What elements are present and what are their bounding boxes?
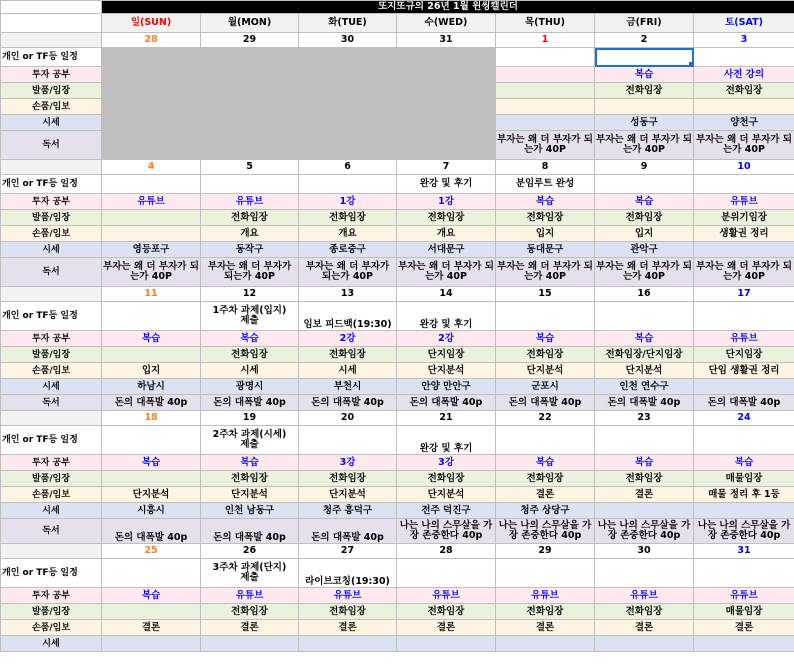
- cell-visit[interactable]: 전화임장: [496, 210, 595, 226]
- date-cell[interactable]: 8: [496, 160, 595, 175]
- cell-visit[interactable]: 전화임장: [201, 604, 299, 620]
- cell-price[interactable]: 인천 연수구: [595, 379, 694, 395]
- cell-price[interactable]: [201, 636, 299, 652]
- cell-study[interactable]: 유튜브: [397, 588, 496, 604]
- date-cell[interactable]: 17: [694, 287, 794, 302]
- cell-read[interactable]: 나는 나의 스무살을 가장 존중한다 40p: [496, 519, 595, 544]
- cell-loss[interactable]: 단지분석: [496, 363, 595, 379]
- cell-plan[interactable]: [496, 559, 595, 588]
- cell-read[interactable]: 부자는 왜 더 부자가 되는가 40P: [694, 131, 794, 160]
- cell-price[interactable]: 성동구: [595, 115, 694, 131]
- cell-plan[interactable]: [397, 559, 496, 588]
- cell-plan[interactable]: [595, 48, 694, 67]
- cell-read[interactable]: 돈의 대폭발 40p: [694, 395, 794, 411]
- cell-study[interactable]: 유튜브: [299, 588, 397, 604]
- cell-visit[interactable]: 분위기임장: [694, 210, 794, 226]
- date-cell[interactable]: 4: [102, 160, 201, 175]
- date-cell[interactable]: 11: [102, 287, 201, 302]
- cell-read[interactable]: 부자는 왜 더 부자가 되는가 40P: [694, 258, 794, 287]
- cell-loss[interactable]: 시세: [299, 363, 397, 379]
- cell-visit[interactable]: 매물임장: [694, 604, 794, 620]
- date-cell[interactable]: 20: [299, 411, 397, 426]
- cell-plan[interactable]: [694, 302, 794, 331]
- day-header[interactable]: 수(WED): [397, 14, 496, 33]
- cell-study[interactable]: 복습: [496, 455, 595, 471]
- cell-read[interactable]: 돈의 대폭발 40p: [595, 395, 694, 411]
- cell-study[interactable]: 유튜브: [694, 331, 794, 347]
- cell-plan[interactable]: [496, 302, 595, 331]
- cell-plan[interactable]: [595, 559, 694, 588]
- cell-plan[interactable]: [595, 302, 694, 331]
- day-header[interactable]: 일(SUN): [102, 14, 201, 33]
- cell-loss[interactable]: 단지분석: [397, 363, 496, 379]
- row-label-price[interactable]: 시세: [1, 503, 102, 519]
- cell-plan[interactable]: 완강 및 후기: [397, 426, 496, 455]
- cell-price[interactable]: 시흥시: [102, 503, 201, 519]
- cell-loss[interactable]: 입지: [102, 363, 201, 379]
- date-cell[interactable]: 24: [694, 411, 794, 426]
- cell-study[interactable]: 복습: [496, 194, 595, 210]
- cell-study[interactable]: 복습: [496, 331, 595, 347]
- cell-visit[interactable]: 전화임장: [496, 471, 595, 487]
- cell-read[interactable]: 돈의 대폭발 40p: [201, 395, 299, 411]
- cell-read[interactable]: 부자는 왜 더 부자가 되는가 40P: [102, 258, 201, 287]
- cell-visit[interactable]: [102, 210, 201, 226]
- cell-study[interactable]: 1강: [397, 194, 496, 210]
- cell-plan[interactable]: [299, 426, 397, 455]
- cell-price[interactable]: [102, 636, 201, 652]
- date-cell[interactable]: 15: [496, 287, 595, 302]
- cell-loss[interactable]: 단지분석: [201, 487, 299, 503]
- row-label-price[interactable]: 시세: [1, 636, 102, 652]
- row-label-study[interactable]: 투자 공부: [1, 331, 102, 347]
- cell-price[interactable]: [694, 242, 794, 258]
- cell-study[interactable]: 유튜브: [201, 194, 299, 210]
- cell-loss[interactable]: 단지분석: [595, 363, 694, 379]
- cell-study[interactable]: 복습: [595, 67, 694, 83]
- cell-visit[interactable]: [102, 347, 201, 363]
- cell-read[interactable]: 돈의 대폭발 40p: [201, 519, 299, 544]
- cell-plan[interactable]: [496, 48, 595, 67]
- date-cell[interactable]: 10: [694, 160, 794, 175]
- day-header[interactable]: 목(THU): [496, 14, 595, 33]
- row-label-study[interactable]: 투자 공부: [1, 455, 102, 471]
- cell-loss[interactable]: [102, 99, 201, 115]
- fill-handle[interactable]: [689, 62, 694, 67]
- row-label-visit[interactable]: 발품/임장: [1, 210, 102, 226]
- cell-plan[interactable]: [397, 48, 496, 67]
- cell-loss[interactable]: [694, 99, 794, 115]
- cell-plan[interactable]: [694, 48, 794, 67]
- date-cell[interactable]: 29: [201, 33, 299, 48]
- cell-price[interactable]: 부천시: [299, 379, 397, 395]
- date-row-label[interactable]: [1, 287, 102, 302]
- cell-visit[interactable]: 전화임장: [595, 604, 694, 620]
- cell-price[interactable]: [694, 379, 794, 395]
- date-cell[interactable]: 16: [595, 287, 694, 302]
- cell-visit[interactable]: 단지임장: [397, 347, 496, 363]
- cell-study[interactable]: 3강: [299, 455, 397, 471]
- date-cell[interactable]: 6: [299, 160, 397, 175]
- row-label-plan[interactable]: 개인 or TF등 일정: [1, 426, 102, 455]
- date-cell[interactable]: 5: [201, 160, 299, 175]
- date-cell[interactable]: 30: [299, 33, 397, 48]
- cell-visit[interactable]: [102, 471, 201, 487]
- cell-loss[interactable]: [102, 226, 201, 242]
- date-row-label[interactable]: [1, 33, 102, 48]
- row-label-loss[interactable]: 손품/임보: [1, 99, 102, 115]
- cell-read[interactable]: 돈의 대폭발 40p: [496, 395, 595, 411]
- cell-price[interactable]: 동대문구: [496, 242, 595, 258]
- cell-plan[interactable]: [102, 175, 201, 194]
- cell-loss[interactable]: 결론: [102, 620, 201, 636]
- cell-visit[interactable]: [397, 83, 496, 99]
- cell-visit[interactable]: 매물임장: [694, 471, 794, 487]
- cell-plan[interactable]: 분임루트 완성: [496, 175, 595, 194]
- cell-study[interactable]: 복습: [102, 331, 201, 347]
- cell-study[interactable]: 1강: [299, 194, 397, 210]
- cell-price[interactable]: [694, 636, 794, 652]
- cell-visit[interactable]: 전화임장: [397, 210, 496, 226]
- date-row-label[interactable]: [1, 411, 102, 426]
- date-cell[interactable]: 26: [201, 544, 299, 559]
- cell-price[interactable]: 안양 만안구: [397, 379, 496, 395]
- date-cell[interactable]: 9: [595, 160, 694, 175]
- cell-loss[interactable]: [201, 99, 299, 115]
- cell-study[interactable]: 2강: [299, 331, 397, 347]
- cell-loss[interactable]: 결론: [397, 620, 496, 636]
- cell-price[interactable]: [694, 503, 794, 519]
- row-label-plan[interactable]: 개인 or TF등 일정: [1, 175, 102, 194]
- cell-plan[interactable]: [201, 48, 299, 67]
- cell-read[interactable]: 돈의 대폭발 40p: [102, 395, 201, 411]
- cell-visit[interactable]: 전화임장: [299, 604, 397, 620]
- cell-plan[interactable]: 1주차 과제(입지) 제출: [201, 302, 299, 331]
- cell-price[interactable]: [299, 636, 397, 652]
- date-cell[interactable]: 25: [102, 544, 201, 559]
- cell-price[interactable]: [397, 636, 496, 652]
- row-label-plan[interactable]: 개인 or TF등 일정: [1, 48, 102, 67]
- cell-visit[interactable]: 전화임장: [201, 471, 299, 487]
- cell-price[interactable]: [201, 115, 299, 131]
- cell-study[interactable]: 복습: [595, 455, 694, 471]
- cell-plan[interactable]: [694, 559, 794, 588]
- date-row-label[interactable]: [1, 160, 102, 175]
- cell-read[interactable]: 부자는 왜 더 부자가 되는가 40P: [595, 131, 694, 160]
- row-label-price[interactable]: 시세: [1, 379, 102, 395]
- cell-visit[interactable]: 전화임장: [299, 347, 397, 363]
- cell-study[interactable]: 복습: [102, 455, 201, 471]
- day-header[interactable]: 토(SAT): [694, 14, 794, 33]
- date-cell[interactable]: 18: [102, 411, 201, 426]
- cell-price[interactable]: [595, 636, 694, 652]
- cell-price[interactable]: 양천구: [694, 115, 794, 131]
- cell-loss[interactable]: 결론: [299, 620, 397, 636]
- cell-study[interactable]: [299, 67, 397, 83]
- date-cell[interactable]: 3: [694, 33, 794, 48]
- date-cell[interactable]: 28: [397, 544, 496, 559]
- cell-price[interactable]: [496, 115, 595, 131]
- cell-study[interactable]: 유튜브: [595, 588, 694, 604]
- cell-price[interactable]: 청주 상당구: [496, 503, 595, 519]
- date-cell[interactable]: 12: [201, 287, 299, 302]
- date-cell[interactable]: 23: [595, 411, 694, 426]
- cell-loss[interactable]: 결론: [496, 487, 595, 503]
- cell-visit[interactable]: 전화임장: [496, 347, 595, 363]
- date-cell[interactable]: 28: [102, 33, 201, 48]
- cell-visit[interactable]: 전화임장: [595, 83, 694, 99]
- row-label-loss[interactable]: 손품/임보: [1, 620, 102, 636]
- cell-loss[interactable]: 결론: [595, 620, 694, 636]
- cell-visit[interactable]: 전화임장: [201, 347, 299, 363]
- cell-plan[interactable]: 완강 및 후기: [397, 302, 496, 331]
- cell-study[interactable]: 유튜브: [496, 588, 595, 604]
- day-header[interactable]: 금(FRI): [595, 14, 694, 33]
- cell-read[interactable]: 나는 나의 스무살을 가장 존중한다 40p: [595, 519, 694, 544]
- cell-price[interactable]: 광명시: [201, 379, 299, 395]
- row-label-loss[interactable]: 손품/임보: [1, 487, 102, 503]
- cell-price[interactable]: [496, 636, 595, 652]
- row-label-read[interactable]: 독서: [1, 519, 102, 544]
- cell-loss[interactable]: 단임 생활권 정리: [694, 363, 794, 379]
- cell-read[interactable]: 부자는 왜 더 부자가 되는가 40P: [496, 258, 595, 287]
- cell-price[interactable]: 군포시: [496, 379, 595, 395]
- cell-loss[interactable]: 단지분석: [397, 487, 496, 503]
- cell-study[interactable]: 유튜브: [694, 194, 794, 210]
- cell-loss[interactable]: [397, 99, 496, 115]
- corner-cell[interactable]: [1, 1, 102, 14]
- cell-price[interactable]: [102, 115, 201, 131]
- cell-study[interactable]: [102, 67, 201, 83]
- row-label-read[interactable]: 독서: [1, 258, 102, 287]
- cell-plan[interactable]: 3주차 과제(단지) 제출: [201, 559, 299, 588]
- row-label-plan[interactable]: 개인 or TF등 일정: [1, 302, 102, 331]
- date-cell[interactable]: 27: [299, 544, 397, 559]
- row-label-read[interactable]: 독서: [1, 395, 102, 411]
- cell-loss[interactable]: 생활권 정리: [694, 226, 794, 242]
- cell-plan[interactable]: [694, 175, 794, 194]
- cell-loss[interactable]: 개요: [201, 226, 299, 242]
- row-label-study[interactable]: 투자 공부: [1, 67, 102, 83]
- day-header-corner[interactable]: [1, 14, 102, 33]
- cell-plan[interactable]: [102, 426, 201, 455]
- cell-read[interactable]: 부자는 왜 더 부자가 되는가 40P: [299, 258, 397, 287]
- cell-study[interactable]: 유튜브: [694, 588, 794, 604]
- row-label-study[interactable]: 투자 공부: [1, 194, 102, 210]
- cell-loss[interactable]: 단지분석: [299, 487, 397, 503]
- row-label-visit[interactable]: 발품/임장: [1, 83, 102, 99]
- cell-plan[interactable]: [299, 175, 397, 194]
- cell-visit[interactable]: [496, 83, 595, 99]
- date-cell[interactable]: 13: [299, 287, 397, 302]
- cell-price[interactable]: [595, 503, 694, 519]
- cell-study[interactable]: 복습: [595, 194, 694, 210]
- cell-visit[interactable]: 전화임장: [201, 210, 299, 226]
- cell-study[interactable]: 복습: [595, 331, 694, 347]
- cell-visit[interactable]: 전화임장: [299, 210, 397, 226]
- cell-loss[interactable]: [299, 99, 397, 115]
- cell-study[interactable]: 2강: [397, 331, 496, 347]
- cell-loss[interactable]: [496, 99, 595, 115]
- cell-read[interactable]: 나는 나의 스무살을 가장 존중한다 40p: [397, 519, 496, 544]
- cell-plan[interactable]: [102, 48, 201, 67]
- cell-plan[interactable]: [595, 175, 694, 194]
- cell-price[interactable]: 동작구: [201, 242, 299, 258]
- cell-read[interactable]: 돈의 대폭발 40p: [299, 519, 397, 544]
- cell-plan[interactable]: [201, 175, 299, 194]
- cell-loss[interactable]: 입지: [496, 226, 595, 242]
- date-cell[interactable]: 1: [496, 33, 595, 48]
- date-cell[interactable]: 21: [397, 411, 496, 426]
- cell-plan[interactable]: 완강 및 후기: [397, 175, 496, 194]
- cell-visit[interactable]: 전화임장: [595, 210, 694, 226]
- cell-visit[interactable]: 전화임장: [397, 604, 496, 620]
- cell-plan[interactable]: [496, 426, 595, 455]
- date-cell[interactable]: 31: [694, 544, 794, 559]
- cell-study[interactable]: [397, 67, 496, 83]
- cell-read[interactable]: [201, 131, 299, 160]
- cell-loss[interactable]: 결론: [595, 487, 694, 503]
- cell-visit[interactable]: [201, 83, 299, 99]
- cell-visit[interactable]: 전화임장/단지임장: [595, 347, 694, 363]
- row-label-visit[interactable]: 발품/임장: [1, 604, 102, 620]
- row-label-study[interactable]: 투자 공부: [1, 588, 102, 604]
- cell-visit[interactable]: 전화임장: [299, 471, 397, 487]
- cell-plan[interactable]: [102, 559, 201, 588]
- cell-plan[interactable]: [694, 426, 794, 455]
- cell-study[interactable]: 유튜브: [102, 194, 201, 210]
- cell-plan[interactable]: 2주차 과제(시세) 제출: [201, 426, 299, 455]
- cell-loss[interactable]: 시세: [201, 363, 299, 379]
- cell-price[interactable]: [397, 115, 496, 131]
- cell-price[interactable]: 인천 남동구: [201, 503, 299, 519]
- day-header[interactable]: 월(MON): [201, 14, 299, 33]
- cell-read[interactable]: 부자는 왜 더 부자가 되는가 40P: [201, 258, 299, 287]
- row-label-loss[interactable]: 손품/임보: [1, 363, 102, 379]
- cell-price[interactable]: 전주 덕진구: [397, 503, 496, 519]
- cell-study[interactable]: [496, 67, 595, 83]
- date-cell[interactable]: 19: [201, 411, 299, 426]
- cell-plan[interactable]: [299, 48, 397, 67]
- row-label-price[interactable]: 시세: [1, 115, 102, 131]
- date-cell[interactable]: 22: [496, 411, 595, 426]
- cell-plan[interactable]: 임보 피드백(19:30): [299, 302, 397, 331]
- cell-read[interactable]: 부자는 왜 더 부자가 되는가 40P: [496, 131, 595, 160]
- cell-price[interactable]: 하남시: [102, 379, 201, 395]
- cell-loss[interactable]: 결론: [496, 620, 595, 636]
- date-cell[interactable]: 2: [595, 33, 694, 48]
- cell-read[interactable]: [397, 131, 496, 160]
- cell-price[interactable]: 청주 흥덕구: [299, 503, 397, 519]
- cell-read[interactable]: [102, 131, 201, 160]
- date-cell[interactable]: 14: [397, 287, 496, 302]
- cell-price[interactable]: 종로중구: [299, 242, 397, 258]
- row-label-visit[interactable]: 발품/임장: [1, 471, 102, 487]
- cell-loss[interactable]: 결론: [694, 620, 794, 636]
- cell-study[interactable]: 복습: [201, 331, 299, 347]
- cell-price[interactable]: 영등포구: [102, 242, 201, 258]
- cell-read[interactable]: 돈의 대폭발 40p: [102, 519, 201, 544]
- cell-loss[interactable]: [595, 99, 694, 115]
- cell-visit[interactable]: [299, 83, 397, 99]
- calendar-title[interactable]: 또지또규의 26년 1월 윈씽캘린더: [102, 1, 794, 14]
- date-cell[interactable]: 31: [397, 33, 496, 48]
- cell-study[interactable]: 사전 강의: [694, 67, 794, 83]
- row-label-visit[interactable]: 발품/임장: [1, 347, 102, 363]
- cell-study[interactable]: 복습: [201, 455, 299, 471]
- cell-price[interactable]: 서대문구: [397, 242, 496, 258]
- cell-read[interactable]: [299, 131, 397, 160]
- cell-visit[interactable]: 전화임장: [694, 83, 794, 99]
- cell-visit[interactable]: 전화임장: [397, 471, 496, 487]
- cell-plan[interactable]: 라이브코칭(19:30): [299, 559, 397, 588]
- cell-study[interactable]: 복습: [102, 588, 201, 604]
- cell-visit[interactable]: 전화임장: [595, 471, 694, 487]
- cell-price[interactable]: [299, 115, 397, 131]
- cell-read[interactable]: 부자는 왜 더 부자가 되는가 40P: [397, 258, 496, 287]
- date-cell[interactable]: 29: [496, 544, 595, 559]
- cell-visit[interactable]: 전화임장: [496, 604, 595, 620]
- cell-read[interactable]: 나는 나의 스무살을 가장 존중한다 40p: [694, 519, 794, 544]
- cell-read[interactable]: 돈의 대폭발 40p: [299, 395, 397, 411]
- cell-price[interactable]: 관악구: [595, 242, 694, 258]
- cell-loss[interactable]: 단지분석: [102, 487, 201, 503]
- row-label-loss[interactable]: 손품/임보: [1, 226, 102, 242]
- cell-study[interactable]: [201, 67, 299, 83]
- row-label-read[interactable]: 독서: [1, 131, 102, 160]
- cell-loss[interactable]: 입지: [595, 226, 694, 242]
- cell-read[interactable]: 돈의 대폭발 40p: [397, 395, 496, 411]
- cell-loss[interactable]: 개요: [397, 226, 496, 242]
- cell-plan[interactable]: [102, 302, 201, 331]
- row-label-plan[interactable]: 개인 or TF등 일정: [1, 559, 102, 588]
- day-header[interactable]: 화(TUE): [299, 14, 397, 33]
- date-row-label[interactable]: [1, 544, 102, 559]
- cell-study[interactable]: 유튜브: [201, 588, 299, 604]
- cell-loss[interactable]: 개요: [299, 226, 397, 242]
- cell-loss[interactable]: 매물 정리 후 1등: [694, 487, 794, 503]
- cell-study[interactable]: 복습: [694, 455, 794, 471]
- cell-read[interactable]: 부자는 왜 더 부자가 되는가 40P: [595, 258, 694, 287]
- date-cell[interactable]: 7: [397, 160, 496, 175]
- cell-visit[interactable]: 단지임장: [694, 347, 794, 363]
- date-cell[interactable]: 30: [595, 544, 694, 559]
- cell-visit[interactable]: [102, 83, 201, 99]
- cell-visit[interactable]: [102, 604, 201, 620]
- cell-loss[interactable]: 결론: [201, 620, 299, 636]
- row-label-price[interactable]: 시세: [1, 242, 102, 258]
- cell-study[interactable]: 3강: [397, 455, 496, 471]
- cell-plan[interactable]: [595, 426, 694, 455]
